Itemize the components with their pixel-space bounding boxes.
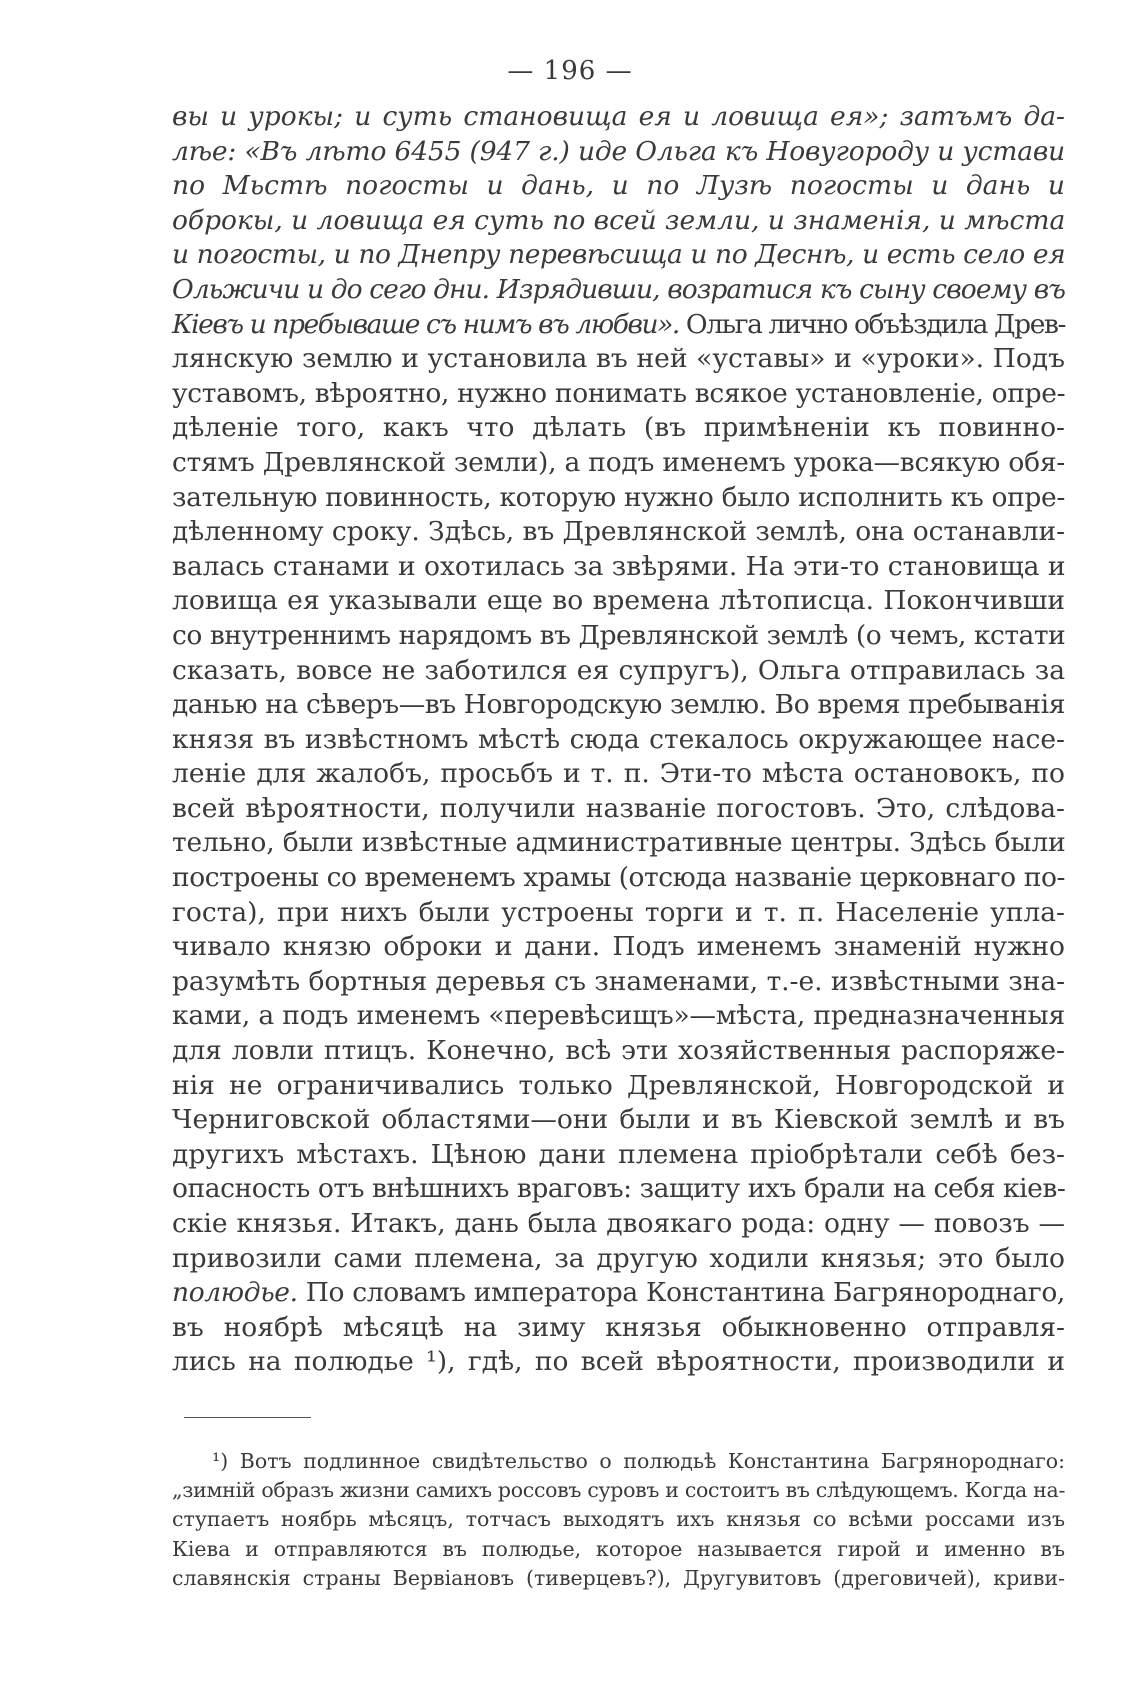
footnotes	[172, 1447, 1065, 1593]
text-line: стямъ Древлянской земли), а подъ именемъ урока—всякую обя-	[172, 446, 1066, 478]
text-line: ловища ея указывали еще во времена лѣтописца. Покончивши	[172, 585, 1065, 617]
text-line: данью на сѣверъ—въ Новгородскую землю. Во время пребыванія	[172, 689, 1065, 721]
text-segment: По словамъ императора Константина Багрянороднаго,	[297, 1277, 1065, 1309]
text-line: уставомъ, вѣроятно, нужно понимать всякое установленіе, опре-	[172, 377, 1066, 409]
text-line: вы и урокы; и суть становища ея и ловища ея»; затъмъ да-	[172, 101, 1065, 132]
text-line: госта), при нихъ были устроены торги и т. п. Населеніе упла-	[172, 896, 1065, 928]
text-line: дѣленному сроку. Здѣсь, въ Древлянской землѣ, она останавли-	[172, 516, 1065, 548]
text-line: привозили сами племена, за другую ходили князья; это было	[172, 1242, 1065, 1274]
text-line: въ ноябрѣ мѣсяцѣ на зиму князья обыкновенно отправля-	[172, 1311, 1065, 1343]
text-segment: Ольга лично объѣздила Древ-	[678, 308, 1065, 340]
text-line: оброкы, и ловища ея суть по всей земли, и знаменія, и мѣста	[172, 204, 1066, 236]
text-line: сказать, вовсе не заботился ея супругъ), Ольга отправилась за	[172, 654, 1065, 686]
text-line: построены со временемъ храмы (отсюда названіе церковнаго по-	[172, 862, 1065, 894]
footnote-line: „зимній образъ жизни самихъ россовъ суровъ и состоитъ въ слѣдующемъ. Когда на-	[172, 1478, 1066, 1503]
text-line: опасность отъ внѣшнихъ враговъ: защиту ихъ брали на себя кіев-	[172, 1173, 1066, 1205]
text-line: ками, а подъ именемъ «перевѣсищъ»—мѣста, предназначенныя	[172, 1000, 1065, 1032]
text-line: лись на полюдье ¹), гдѣ, по всей вѣроятности, производили и	[172, 1346, 1065, 1378]
footnote-line: ¹) Вотъ подлинное свидѣтельство о полюдьѣ Константина Багрянороднаго:	[212, 1449, 1065, 1473]
text-line: Черниговской областями—они были и въ Кіевской землѣ и въ	[172, 1104, 1065, 1136]
footnote-divider	[184, 1417, 311, 1418]
page-number: — 196 —	[507, 56, 633, 86]
text-line: зательную повинность, которую нужно было исполнить къ опре-	[172, 481, 1065, 513]
text-line: со внутреннимъ нарядомъ въ Древлянской землѣ (о чемъ, кстати	[172, 619, 1066, 651]
text-line: всей вѣроятности, получили названіе погостовъ. Это, слѣдова-	[172, 792, 1065, 824]
text-line: дѣленіе того, какъ что дѣлать (въ примѣненіи къ повинно-	[172, 412, 1065, 444]
footnote-line: славянскія страны Вервіановъ (тиверцевъ?), Другувитовъ (дреговичей), криви-	[172, 1565, 1065, 1590]
italic-quote-segment: полюдье.	[172, 1277, 298, 1309]
text-line: разумѣть бортныя деревья съ знаменами, т.-е. извѣстными зна-	[172, 965, 1065, 997]
footnote-line: ступаетъ ноябрь мѣсяцъ, тотчасъ выходятъ ихъ князья со всѣми россами изъ	[172, 1507, 1065, 1532]
main-text	[172, 100, 1065, 1380]
text-line	[172, 1276, 1065, 1311]
text-line: валась станами и охотилась за звѣрями. На эти-то становища и	[172, 550, 1066, 582]
text-line: лѣе: «Въ лѣто 6455 (947 г.) иде Ольга къ Новугороду и устави	[172, 135, 1065, 167]
text-line: Ольжичи и до сего дни. Изрядивши, возратися къ сыну своему въ	[172, 273, 1065, 305]
text-line	[172, 308, 1065, 343]
text-line: лянскую землю и установила въ ней «уставы» и «уроки». Подъ	[172, 343, 1065, 375]
text-line: леніе для жалобъ, просьбъ и т. п. Эти-то мѣста остановокъ, по	[172, 758, 1065, 790]
text-line: чивало князю оброки и дани. Подъ именемъ знаменій нужно	[172, 931, 1065, 963]
text-line: тельно, были извѣстные административные центры. Здѣсь были	[172, 827, 1066, 859]
italic-quote-segment: Кіевъ и пребываше съ нимъ въ любви».	[172, 308, 679, 340]
text-line: и погосты, и по Днепру перевѣсища и по Деснѣ, и есть село ея	[172, 239, 1066, 271]
footnote-line: Кіева и отправляются въ полюдье, которое называется гирой и именно въ	[172, 1536, 1065, 1561]
text-line: скіе князья. Итакъ, дань была двоякаго рода: одну — повозъ —	[172, 1208, 1065, 1239]
text-line: другихъ мѣстахъ. Цѣною дани племена пріобрѣтали себѣ без-	[172, 1138, 1065, 1170]
text-line: князя въ извѣстномъ мѣстѣ сюда стекалось окружающее насе-	[172, 723, 1065, 755]
text-line: нія не ограничивались только Древлянской, Новгородской и	[172, 1069, 1065, 1101]
text-line: для ловли птицъ. Конечно, всѣ эти хозяйственныя распоряже-	[172, 1035, 1065, 1067]
text-line: по Мьстѣ погосты и дань, и по Лузѣ погосты и дань и	[172, 170, 1065, 202]
